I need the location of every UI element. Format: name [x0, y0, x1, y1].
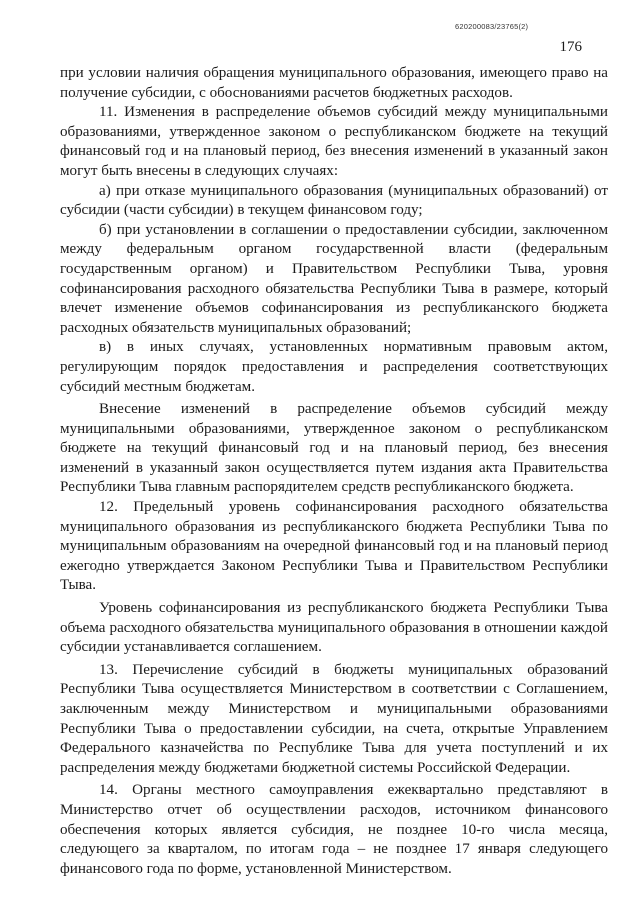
paragraph-clause-11: 11. Изменения в распределение объемов субсидий между муниципальными образованиями, утвержденное законом о республиканском бюджете на текущий финансовый год и на плановый период, без внесения изменений в указанный закон могут быть внесены в следующих случаях: — [60, 104, 608, 179]
paragraph-subclause-v: в) в иных случаях, установленных нормативным правовым актом, регулирующим порядок предоставления и распределения соответствующих субсидий местным бюджетам. — [60, 339, 608, 395]
paragraph-continuation: при условии наличия обращения муниципального образования, имеющего право на получение субсидии, с обоснованиями расчетов бюджетных расходов. — [60, 65, 608, 101]
paragraph-clause-14: 14. Органы местного самоуправления ежеквартально представляют в Министерство отчет об осуществлении расходов, источником финансового обеспечения которых является субсидия, не позднее 10-го числа месяца, следующего за кварталом, по итогам года – не позднее 17 января следующего финансового года по форме, установленной Министерством. — [60, 782, 608, 877]
page-number: 176 — [559, 39, 582, 55]
paragraph-subclause-a: а) при отказе муниципального образования (муниципальных образований) от субсидии (части субсидии) в текущем финансовом году; — [60, 182, 608, 219]
paragraph-clause-13: 13. Перечисление субсидий в бюджеты муниципальных образований Республики Тыва осуществляется Министерством в соответствии с Соглашением, заключенным между Министерством и муниципальными образованиями Республики Тыва о предоставлении субсидии, на счета, открытые Управлением Федерального казначейства по Республике Тыва для учета поступлений и их распределения между бюджетами бюджетной системы Российской Федерации. — [60, 661, 608, 776]
document-body — [60, 64, 608, 879]
paragraph-clause-12: 12. Предельный уровень софинансирования расходного обязательства муниципального образования из республиканского бюджета Республики Тыва по муниципальным образованиям на очередной финансовый год и на плановый период ежегодно утверждается Законом Республики Тыва и Правительством Республики Тыва. — [60, 499, 608, 594]
paragraph-amendment-procedure: Внесение изменений в распределение объемов субсидий между муниципальными образованиями, утвержденное законом о республиканском бюджете на текущий финансовый год и на плановый период, без внесения изменений в указанный закон осуществляется путем издания акта Правительства Республики Тыва главным распорядителем средств республиканского бюджета. — [60, 401, 608, 496]
document-id: 620200083/23765(2) — [455, 22, 529, 31]
paragraph-subclause-b: б) при установлении в соглашении о предоставлении субсидии, заключенном между федеральным органом государственной власти (федеральным государственным органом) и Правительством Республики Тыва, уровня софинансирования расходного обязательства Республики Тыва в размере, который влечет изменение объемов софинансирования из республиканского бюджета расходных обязательств муниципальных образований; — [60, 221, 608, 336]
paragraph-cofinancing-level: Уровень софинансирования из республиканского бюджета Республики Тыва объема расходного обязательства муниципального образования в отношении каждой субсидии устанавливается соглашением. — [60, 600, 608, 656]
